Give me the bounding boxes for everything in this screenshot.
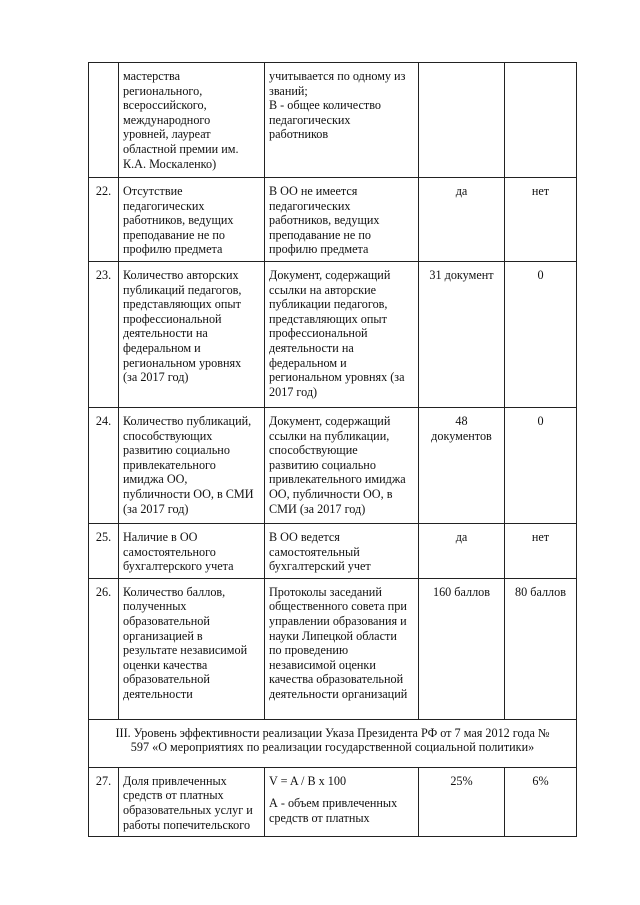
source-cell: В ОО не имеется педагогических работников, ведущих преподавание не по профилю предмета bbox=[265, 178, 419, 262]
table-row-continuation bbox=[89, 63, 577, 178]
row-number: 23. bbox=[89, 262, 119, 408]
indicator-cell: Доля привлеченных средств от платных образовательных услуг и работы попечительского bbox=[119, 767, 265, 836]
table-row bbox=[89, 524, 577, 579]
fact-cell: нет bbox=[505, 178, 577, 262]
table-row bbox=[89, 767, 577, 836]
table-row bbox=[89, 408, 577, 524]
indicator-cell: Количество баллов, полученных образовательной организацией в результате независимой оценки качества образовательной деятельности bbox=[119, 578, 265, 719]
source-cell: V = A / B x 100 А - объем привлеченных средств от платных bbox=[265, 767, 419, 836]
indicator-cell: Количество публикаций, способствующих развитию социально привлекательного имиджа ОО, публичности ОО, в СМИ (за 2017 год) bbox=[119, 408, 265, 524]
section-heading-row bbox=[89, 719, 577, 767]
indicator-cell: мастерства регионального, всероссийского, международного уровней, лауреат областной премии им. К.А. Москаленко) bbox=[119, 63, 265, 178]
row-number-cell bbox=[89, 63, 119, 178]
indicator-cell: Наличие в ОО самостоятельного бухгалтерского учета bbox=[119, 524, 265, 579]
source-cell: учитывается по одному из званий; В - общее количество педагогических работников bbox=[265, 63, 419, 178]
source-cell: В ОО ведется самостоятельный бухгалтерский учет bbox=[265, 524, 419, 579]
plan-cell: да bbox=[419, 524, 505, 579]
plan-cell: 25% bbox=[419, 767, 505, 836]
fact-cell bbox=[505, 63, 577, 178]
row-number: 27. bbox=[89, 767, 119, 836]
plan-cell: да bbox=[419, 178, 505, 262]
table-row bbox=[89, 262, 577, 408]
indicator-cell: Отсутствие педагогических работников, ведущих преподавание не по профилю предмета bbox=[119, 178, 265, 262]
section-heading: III. Уровень эффективности реализации Указа Президента РФ от 7 мая 2012 года № 597 «О мероприятиях по реализации государственной социальной политики» bbox=[89, 719, 577, 767]
fact-cell: 80 баллов bbox=[505, 578, 577, 719]
table-row bbox=[89, 578, 577, 719]
plan-cell bbox=[419, 63, 505, 178]
source-cell: Документ, содержащий ссылки на публикации, способствующие развитию социально привлекательного имиджа ОО, публичности ОО, в СМИ (за 2017 год) bbox=[265, 408, 419, 524]
indicator-cell: Количество авторских публикаций педагогов, представляющих опыт профессиональной деятельности на федеральном и региональном уровнях (за 2017 год) bbox=[119, 262, 265, 408]
indicators-table bbox=[88, 62, 577, 837]
plan-cell: 31 документ bbox=[419, 262, 505, 408]
fact-cell: 0 bbox=[505, 408, 577, 524]
fact-cell: 0 bbox=[505, 262, 577, 408]
table-row bbox=[89, 178, 577, 262]
row-number: 22. bbox=[89, 178, 119, 262]
plan-cell: 160 баллов bbox=[419, 578, 505, 719]
row-number: 25. bbox=[89, 524, 119, 579]
row-number: 24. bbox=[89, 408, 119, 524]
fact-cell: 6% bbox=[505, 767, 577, 836]
row-number: 26. bbox=[89, 578, 119, 719]
plan-cell: 48 документов bbox=[419, 408, 505, 524]
fact-cell: нет bbox=[505, 524, 577, 579]
source-cell: Документ, содержащий ссылки на авторские публикации педагогов, представляющих опыт профессиональной деятельности на федеральном и региональном уровнях (за 2017 год) bbox=[265, 262, 419, 408]
formula: V = A / B x 100 bbox=[269, 773, 347, 788]
source-cell: Протоколы заседаний общественного совета при управлении образования и науки Липецкой области по проведению независимой оценки качества образовательной деятельности организаций bbox=[265, 578, 419, 719]
